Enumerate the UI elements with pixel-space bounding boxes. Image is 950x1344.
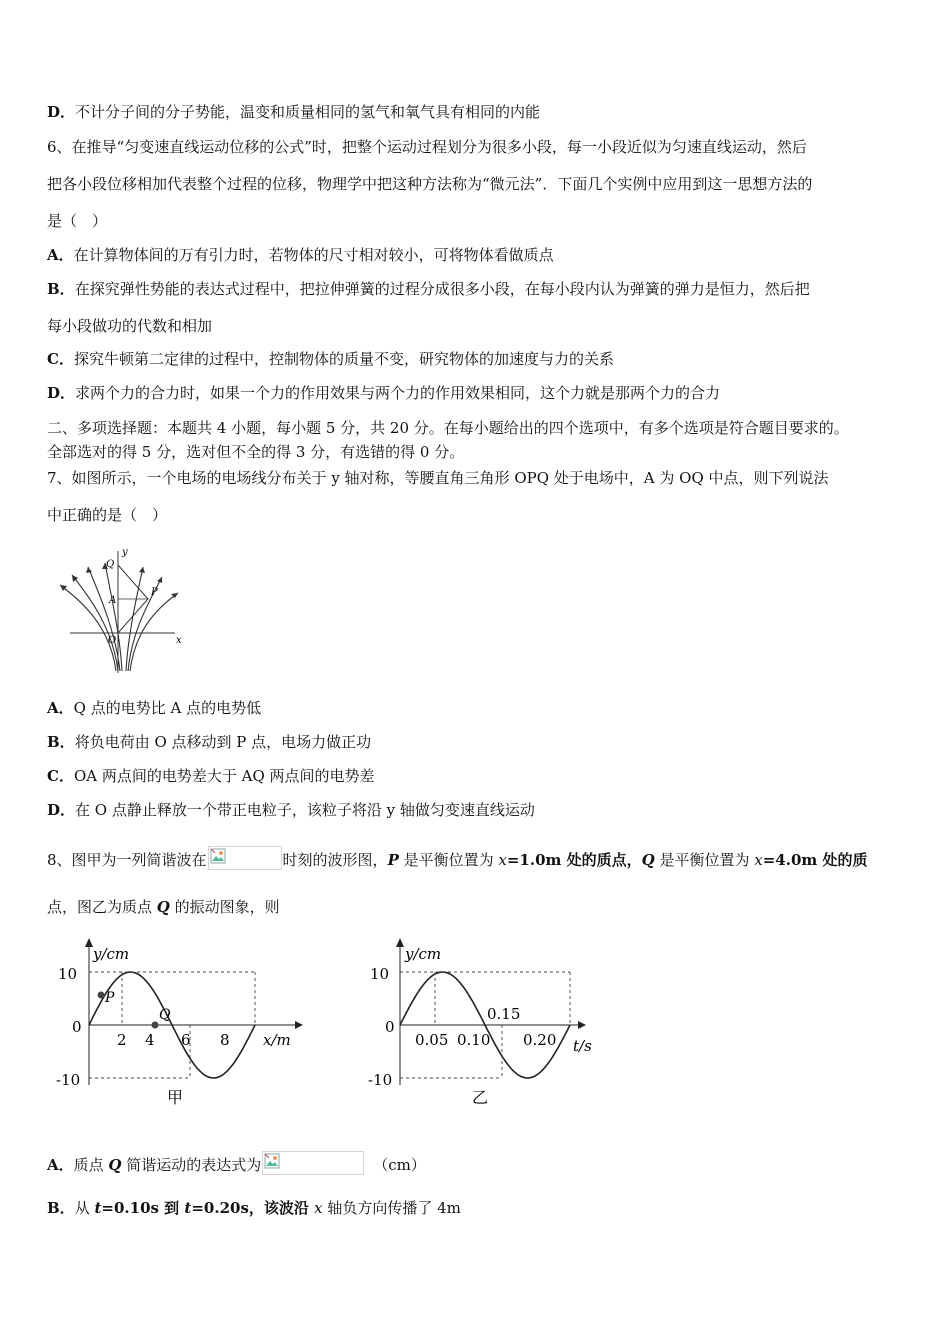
option-label: A． <box>47 1156 74 1174</box>
tick-neg10: -10 <box>368 1071 393 1089</box>
q7-stem-line2: 中正确的是（ ） <box>47 506 168 524</box>
q8-text: 的振动图象，则 <box>169 898 280 916</box>
q8-text: =1.0m 处的质点， <box>506 851 642 869</box>
option-text: 轴负方向传播了 4m <box>322 1199 461 1217</box>
tick-6: 6 <box>181 1031 191 1049</box>
q7-option-b <box>47 732 371 752</box>
label-x: x <box>176 635 182 646</box>
label-y: y <box>122 547 128 558</box>
label-a: A <box>109 595 117 606</box>
q7-stem-line1: 7、如图所示，一个电场的电场线分布关于 y 轴对称，等腰直角三角形 OPQ 处于电场中，A 为 OQ 中点，则下列说法 <box>47 469 829 487</box>
caption-jia: 甲 <box>167 1088 184 1107</box>
tick-0: 0 <box>385 1018 395 1036</box>
x-label: x/m <box>263 1031 291 1049</box>
option-label: D． <box>47 801 76 819</box>
electric-field-figure <box>50 545 190 675</box>
option-label: B． <box>47 733 75 751</box>
q8-text: 是平衡位置为 <box>654 851 755 869</box>
option-text: =0.10s 到 <box>101 1199 185 1217</box>
option-text: 从 <box>74 1199 95 1217</box>
q8-var-q: Q <box>641 851 655 869</box>
q6-stem-line3: 是（ ） <box>47 212 108 230</box>
point-q <box>152 1022 159 1029</box>
option-text: 简谐运动的表达式为 <box>121 1156 262 1174</box>
tick-0: 0 <box>72 1018 82 1036</box>
field-line <box>72 575 118 671</box>
option-label: B． <box>47 280 75 298</box>
option-text: 求两个力的合力时，如果一个力的作用效果与两个力的作用效果相同，这个力就是那两个力的合力 <box>75 384 721 402</box>
option-text: OA 两点间的电势差大于 AQ 两点间的电势差 <box>73 767 375 785</box>
point-p <box>98 992 105 999</box>
y-label: y/cm <box>93 945 130 963</box>
option-text: 质点 <box>73 1156 109 1174</box>
option-text: 不计分子间的分子势能，温变和质量相同的氢气和氧气具有相同的内能 <box>75 103 541 121</box>
option-text: 在 O 点静止释放一个带正电粒子，该粒子将沿 y 轴做匀变速直线运动 <box>75 801 535 819</box>
tick-010: 0.10 <box>457 1031 491 1049</box>
arrowhead <box>86 567 92 573</box>
option-label: D． <box>47 384 76 402</box>
q6-stem-line1: 6、在推导“匀变速直线运动位移的公式”时，把整个运动过程划分为很多小段，每一小段近似为匀速直线运动，然后 <box>47 138 807 156</box>
section2-header-line2: 全部选对的得 5 分，选对但不全的得 3 分，有选错的得 0 分。 <box>47 443 465 461</box>
q8-text: 点，图乙为质点 <box>47 898 157 916</box>
q8-var-q: Q <box>156 898 170 916</box>
q8-text: 时刻的波形图， <box>282 851 388 869</box>
q8-var-p: P <box>387 851 399 869</box>
q8-option-a <box>47 1151 426 1175</box>
field-line <box>60 585 116 671</box>
section2-header-line1: 二、多项选择题：本题共 4 小题，每小题 5 分，共 20 分。在每小题给出的四个选项中，有多个选项是符合题目要求的。 <box>47 419 849 437</box>
q8-text: 是平衡位置为 <box>398 851 499 869</box>
option-var-x: x <box>314 1199 323 1217</box>
y-axis-arrow <box>396 938 404 947</box>
q8-text: =4.0m 处的质 <box>762 851 868 869</box>
label-q: Q <box>159 1007 171 1023</box>
label-q: Q <box>106 559 115 570</box>
option-d-prev <box>47 102 540 122</box>
broken-image-placeholder <box>208 846 282 870</box>
option-text: =0.20s，该波沿 <box>191 1199 315 1217</box>
y-label: y/cm <box>405 945 442 963</box>
q6-option-a <box>47 245 554 265</box>
x-axis-arrow <box>578 1021 586 1029</box>
option-label: B． <box>47 1199 75 1217</box>
q8-var-x: x <box>498 851 507 869</box>
tick-020: 0.20 <box>523 1031 557 1049</box>
field-arrowheads <box>60 563 178 598</box>
q7-option-d <box>47 800 535 820</box>
q6-option-b <box>47 279 810 299</box>
field-line <box>126 567 143 671</box>
q7-option-a <box>47 698 261 718</box>
x-label: t/s <box>573 1037 592 1055</box>
q8-stem-line2 <box>47 897 280 917</box>
arrowhead <box>139 567 145 573</box>
label-o: O <box>108 635 117 646</box>
field-line <box>130 593 178 671</box>
broken-image-icon <box>264 1153 280 1169</box>
option-unit: （cm） <box>373 1156 426 1174</box>
q8-text: 8、图甲为一列简谐波在 <box>47 851 207 869</box>
option-text: 探究牛顿第二定律的过程中，控制物体的质量不变，研究物体的加速度与力的关系 <box>73 350 614 368</box>
tick-neg10: -10 <box>56 1071 81 1089</box>
wave-graph-jia <box>55 935 305 1110</box>
q6-stem-line2: 把各小段位移相加代表整个过程的位移，物理学中把这种方法称为“微元法”．下面几个实例中应用到这一思想方法的 <box>47 175 813 193</box>
tick-2: 2 <box>117 1031 127 1049</box>
tick-10: 10 <box>370 965 390 983</box>
option-var-t: t <box>184 1199 192 1217</box>
q6-option-d <box>47 383 720 403</box>
x-axis-arrow <box>295 1021 303 1029</box>
option-text: Q 点的电势比 A 点的电势低 <box>73 699 262 717</box>
option-text: 在计算物体间的万有引力时，若物体的尺寸相对较小，可将物体看做质点 <box>73 246 554 264</box>
q7-option-c <box>47 766 375 786</box>
option-label: A． <box>47 699 74 717</box>
tick-4: 4 <box>145 1031 155 1049</box>
caption-yi: 乙 <box>472 1088 489 1107</box>
q8-stem-line1 <box>47 846 867 870</box>
tick-10: 10 <box>58 965 78 983</box>
option-label: D． <box>47 103 76 121</box>
option-label: C． <box>47 350 74 368</box>
option-text: 将负电荷由 O 点移动到 P 点，电场力做正功 <box>74 733 372 751</box>
y-axis-arrow <box>85 938 93 947</box>
tick-005: 0.05 <box>415 1031 449 1049</box>
tick-8: 8 <box>220 1031 230 1049</box>
option-label: A． <box>47 246 74 264</box>
q8-var-x: x <box>754 851 763 869</box>
label-p: P <box>105 990 115 1006</box>
option-var-t: t <box>94 1199 102 1217</box>
q6-option-c <box>47 349 614 369</box>
vibration-graph-yi <box>365 935 610 1110</box>
option-text: 在探究弹性势能的表达式过程中，把拉伸弹簧的过程分成很多小段，在每小段内认为弹簧的弹力是恒力，然后把 <box>74 280 810 298</box>
q8-option-b <box>47 1198 461 1218</box>
tick-015: 0.15 <box>487 1005 521 1023</box>
option-var-q: Q <box>108 1156 122 1174</box>
q6-option-b-cont: 每小段做功的代数和相加 <box>47 317 213 335</box>
label-p: P <box>151 587 158 598</box>
option-label: C． <box>47 767 74 785</box>
broken-image-icon <box>210 848 226 864</box>
broken-image-placeholder <box>262 1151 364 1175</box>
